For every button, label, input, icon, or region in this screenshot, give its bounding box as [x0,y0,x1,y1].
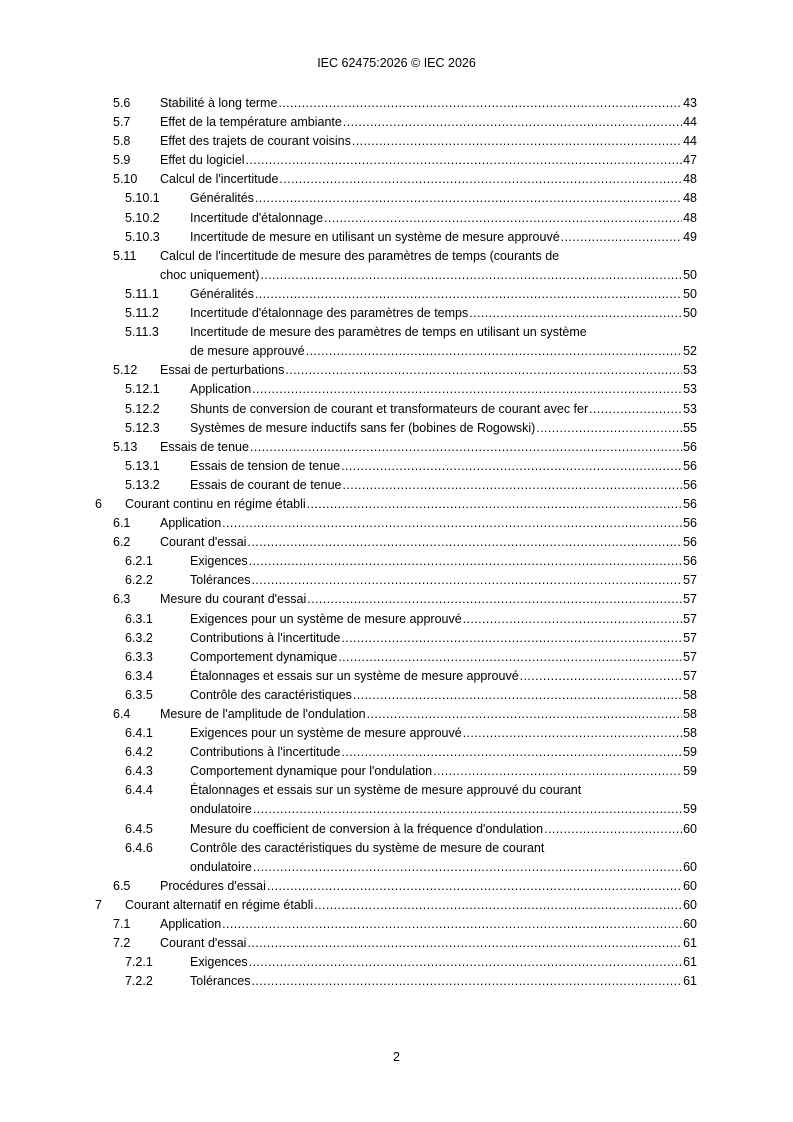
dot-leader [353,686,682,705]
toc-entry-title-line: Incertitude de mesure des paramètres de temps en utilisant un système [190,325,587,340]
toc-entry-title: Contributions à l'incertitude [190,745,341,760]
toc-entry-number: 5.12.3 [125,420,160,435]
dot-leader [249,552,682,571]
toc-entry-title: Systèmes de mesure inductifs sans fer (bobines de Rogowski) [190,420,536,435]
toc-entry-title: Essais de courant de tenue [190,477,342,492]
toc-entry-number: 5.10.3 [125,229,160,244]
toc-entry-page: 57 [683,573,697,588]
toc-entry-number: 5.13.2 [125,477,160,492]
toc-entry[interactable] [0,189,793,208]
toc-entry-page: 57 [683,649,697,664]
toc-entry-number: 6.3.4 [125,668,153,683]
toc-entry-title: Tolérances [190,974,251,989]
toc-entry[interactable] [0,151,793,170]
toc-entry-title: Stabilité à long terme [160,96,278,110]
toc-entry-title: Tolérances [190,573,251,588]
dot-leader [463,724,682,743]
toc-entry-number: 5.6 [113,96,131,110]
toc-entry-title: Application [190,382,252,397]
toc-entry-number: 6.4.2 [125,745,153,760]
toc-entry-title: Mesure de l'amplitude de l'ondulation [160,707,366,721]
toc-entry-title-line: Calcul de l'incertitude de mesure des paramètres de temps (courants de [160,248,560,263]
dot-leader [249,953,682,972]
toc-entry-title: Mesure du coefficient de conversion à la fréquence d'ondulation [190,821,544,836]
dot-leader [255,285,682,304]
toc-entry-page: 50 [683,267,697,282]
toc-entry-page: 56 [683,516,697,531]
toc-entry-page: 59 [683,764,697,779]
toc-entry-title: ondulatoire [190,802,252,817]
toc-entry-number: 5.10.1 [125,191,160,206]
toc-entry-number: 5.10 [113,172,138,187]
toc-entry-number: 5.11.3 [125,325,159,340]
toc-entry[interactable] [0,380,793,399]
toc-entry-page: 61 [683,955,697,970]
toc-entry[interactable] [0,762,793,781]
toc-entry-number: 6.3.2 [125,630,153,645]
toc-entry-number: 5.8 [113,134,131,149]
toc-entry[interactable] [0,743,793,762]
toc-entry[interactable] [0,590,793,609]
toc-entry-number: 6.4.1 [125,726,153,741]
toc-entry[interactable] [0,228,793,247]
toc-entry-page: 57 [683,592,697,607]
toc-entry-page: 48 [683,210,697,225]
dot-leader [247,533,682,552]
toc-entry[interactable] [0,94,793,113]
toc-entry-number: 5.12.1 [125,382,160,397]
toc-entry-number: 6.4.4 [125,783,153,798]
toc-entry-number: 6.3.3 [125,649,153,664]
toc-entry[interactable] [0,132,793,151]
toc-entry-title: Généralités [190,191,254,206]
toc-entry-title-line: Contrôle des caractéristiques du système de mesure de courant [190,840,545,855]
toc-entry-title: Essais de tension de tenue [190,458,341,473]
toc-entry-number: 5.12.2 [125,401,160,416]
dot-leader [341,743,682,762]
toc-entry-title: Essais de tenue [160,439,249,454]
toc-entry-title: Incertitude d'étalonnage des paramètres de temps [190,306,469,321]
toc-entry-title: Incertitude d'étalonnage [190,210,324,225]
dot-leader [352,132,682,151]
toc-entry[interactable] [0,972,793,991]
dot-leader [314,896,682,915]
dot-leader [463,610,682,629]
dot-leader [338,648,682,667]
toc-entry-page: 56 [683,439,697,454]
toc-entry-title: Exigences [190,955,248,970]
toc-entry-page: 57 [683,611,697,626]
toc-entry[interactable] [0,915,793,934]
dot-leader [252,380,682,399]
toc-entry[interactable] [0,419,793,438]
toc-entry-number: 6.4.5 [125,821,153,836]
dot-leader [341,457,682,476]
toc-entry-title: Essai de perturbations [160,363,285,378]
toc-entry-number: 7.2.1 [125,955,153,970]
toc-entry[interactable] [0,533,793,552]
toc-entry-title: Étalonnages et essais sur un système de mesure approuvé [190,668,519,683]
toc-entry-title: Shunts de conversion de courant et transformateurs de courant avec fer [190,401,589,416]
toc-entry[interactable] [0,438,793,457]
toc-entry-title: choc uniquement) [160,267,260,282]
toc-entry[interactable] [0,724,793,743]
dot-leader [367,705,682,724]
toc-entry-title: Généralités [190,286,254,301]
toc-entry-page: 56 [683,554,697,569]
dot-leader [341,629,682,648]
toc-entry-title: Calcul de l'incertitude [160,172,279,187]
toc-entry-page: 48 [683,172,697,187]
toc-entry-page: 56 [683,477,697,492]
toc-entry-title: de mesure approuvé [190,344,305,359]
toc-entry[interactable] [0,495,793,514]
page-number: 2 [393,1050,400,1064]
toc-entry-title: Application [160,516,222,531]
toc-entry-number: 6.3.5 [125,687,153,702]
dot-leader [285,361,682,380]
toc-entry-page: 57 [683,668,697,683]
toc-entry-page: 60 [683,878,697,893]
toc-entry-page: 61 [683,974,697,989]
toc-entry[interactable] [0,323,793,361]
toc-entry-title: Comportement dynamique [190,649,338,664]
toc-entry[interactable] [0,457,793,476]
dot-leader [307,590,682,609]
toc-entry-title: Comportement dynamique pour l'ondulation [190,764,433,779]
toc-entry[interactable] [0,686,793,705]
toc-entry-page: 58 [683,707,697,721]
toc-entry-title-line: Étalonnages et essais sur un système de mesure approuvé du courant [190,783,582,798]
dot-leader [307,495,682,514]
toc-entry-page: 53 [683,382,697,397]
dot-leader [267,877,682,896]
toc-entry-title: Mesure du courant d'essai [160,592,307,607]
toc-entry[interactable] [0,629,793,648]
dot-leader [253,800,682,819]
toc-entry-number: 6.2 [113,535,131,550]
toc-entry-page: 56 [683,496,697,511]
dot-leader [253,858,682,877]
dot-leader [260,266,682,285]
toc-entry-page: 60 [683,859,697,874]
dot-leader [536,419,682,438]
toc-entry[interactable] [0,610,793,629]
toc-entry-title: Exigences pour un système de mesure approuvé [190,726,462,741]
toc-entry[interactable] [0,820,793,839]
toc-entry[interactable] [0,209,793,228]
dot-leader [544,820,682,839]
toc-entry-number: 7.2 [113,936,131,951]
dot-leader [222,915,682,934]
toc-entry-number: 5.13.1 [125,458,160,473]
dot-leader [469,304,682,323]
dot-leader [246,151,683,170]
toc-entry[interactable] [0,514,793,533]
toc-entry-page: 60 [683,917,697,932]
toc-entry[interactable] [0,705,793,724]
toc-entry-page: 59 [683,745,697,760]
toc-entry-page: 47 [683,153,697,168]
toc-entry-number: 5.9 [113,153,131,168]
toc-entry-number: 5.11 [113,248,137,263]
dot-leader [343,476,683,495]
toc-entry-number: 5.11.2 [125,306,159,321]
toc-entry-number: 5.12 [113,363,138,378]
toc-entry-page: 53 [683,363,697,378]
toc-entry[interactable] [0,247,793,285]
dot-leader [324,209,682,228]
toc-entry[interactable] [0,648,793,667]
toc-entry-page: 48 [683,191,697,206]
dot-leader [520,667,682,686]
toc-entry-title: Application [160,917,222,932]
toc-entry-number: 5.7 [113,115,131,130]
toc-entry-page: 60 [683,821,697,836]
dot-leader [247,934,682,953]
toc-entry-title: Effet de la température ambiante [160,115,342,130]
dot-leader [278,94,682,113]
toc-entry[interactable] [0,896,793,915]
toc-entry-page: 50 [683,286,697,301]
dot-leader [255,189,682,208]
toc-entry-title: Incertitude de mesure en utilisant un système de mesure approuvé [190,229,560,244]
toc-entry[interactable] [0,113,793,132]
toc-entry-title: Courant d'essai [160,535,247,550]
dot-leader [279,170,682,189]
toc-entry[interactable] [0,571,793,590]
dot-leader [250,438,682,457]
toc-entry-title: Effet du logiciel [160,153,245,168]
toc-entry-number: 6.4 [113,707,131,721]
toc-entry-page: 50 [683,306,697,321]
toc-entry-number: 6.5 [113,878,131,893]
toc-entry-page: 58 [683,726,697,741]
toc-entry-number: 5.10.2 [125,210,160,225]
toc-entry-page: 58 [683,687,697,702]
toc-entry-page: 44 [683,115,697,130]
toc-entry[interactable] [0,781,793,819]
toc-entry-number: 6.4.6 [125,840,153,855]
dot-leader [222,514,682,533]
toc-entry[interactable] [0,400,793,419]
toc-entry[interactable] [0,877,793,896]
toc-entry-page: 61 [683,936,697,951]
toc-entry-number: 6.3 [113,592,131,607]
toc-entry-number: 7.2.2 [125,974,153,989]
dot-leader [589,400,682,419]
toc-entry[interactable] [0,552,793,571]
toc-entry-title: Exigences [190,554,248,569]
toc-entry[interactable] [0,285,793,304]
toc-entry-number: 6 [95,496,102,511]
toc-entry-number: 6.4.3 [125,764,153,779]
toc-entry-page: 59 [683,802,697,817]
page-header: IEC 62475:2026 © IEC 2026 [317,56,476,70]
toc-entry-number: 6.1 [113,516,131,531]
toc-entry-title: Effet des trajets de courant voisins [160,134,351,149]
toc-entry[interactable] [0,304,793,323]
toc-entry[interactable] [0,934,793,953]
toc-entry-page: 52 [683,344,697,359]
toc-entry-page: 55 [683,420,697,435]
toc-entry-page: 44 [683,134,697,149]
toc-entry[interactable] [0,170,793,189]
toc-entry-page: 57 [683,630,697,645]
toc-entry-title: Contrôle des caractéristiques [190,687,352,702]
dot-leader [433,762,682,781]
dot-leader [306,342,682,361]
toc-entry[interactable] [0,476,793,495]
toc-entry-page: 56 [683,458,697,473]
toc-entry-number: 5.11.1 [125,286,159,301]
toc-entry[interactable] [0,667,793,686]
toc-entry-page: 43 [683,96,697,110]
toc-entry-page: 60 [683,897,697,912]
toc-entry[interactable] [0,361,793,380]
toc-entry-title: ondulatoire [190,859,252,874]
toc-entry-page: 53 [683,401,697,416]
toc-entry-number: 6.2.2 [125,573,153,588]
dot-leader [343,113,682,132]
table-of-contents [0,94,793,991]
toc-entry[interactable] [0,839,793,877]
toc-entry-title: Courant alternatif en régime établi [125,897,314,912]
dot-leader [561,228,682,247]
toc-entry-title: Contributions à l'incertitude [190,630,341,645]
dot-leader [251,972,682,991]
toc-entry-number: 7.1 [113,917,131,932]
toc-entry-number: 6.3.1 [125,611,153,626]
toc-entry-page: 49 [683,229,697,244]
toc-entry-number: 6.2.1 [125,554,153,569]
toc-entry-title: Courant continu en régime établi [125,496,306,511]
dot-leader [251,571,682,590]
toc-entry[interactable] [0,953,793,972]
toc-entry-number: 5.13 [113,439,138,454]
toc-entry-number: 7 [95,897,102,912]
toc-entry-title: Exigences pour un système de mesure approuvé [190,611,462,626]
toc-entry-title: Procédures d'essai [160,878,266,893]
toc-entry-page: 56 [683,535,697,550]
toc-entry-title: Courant d'essai [160,936,247,951]
